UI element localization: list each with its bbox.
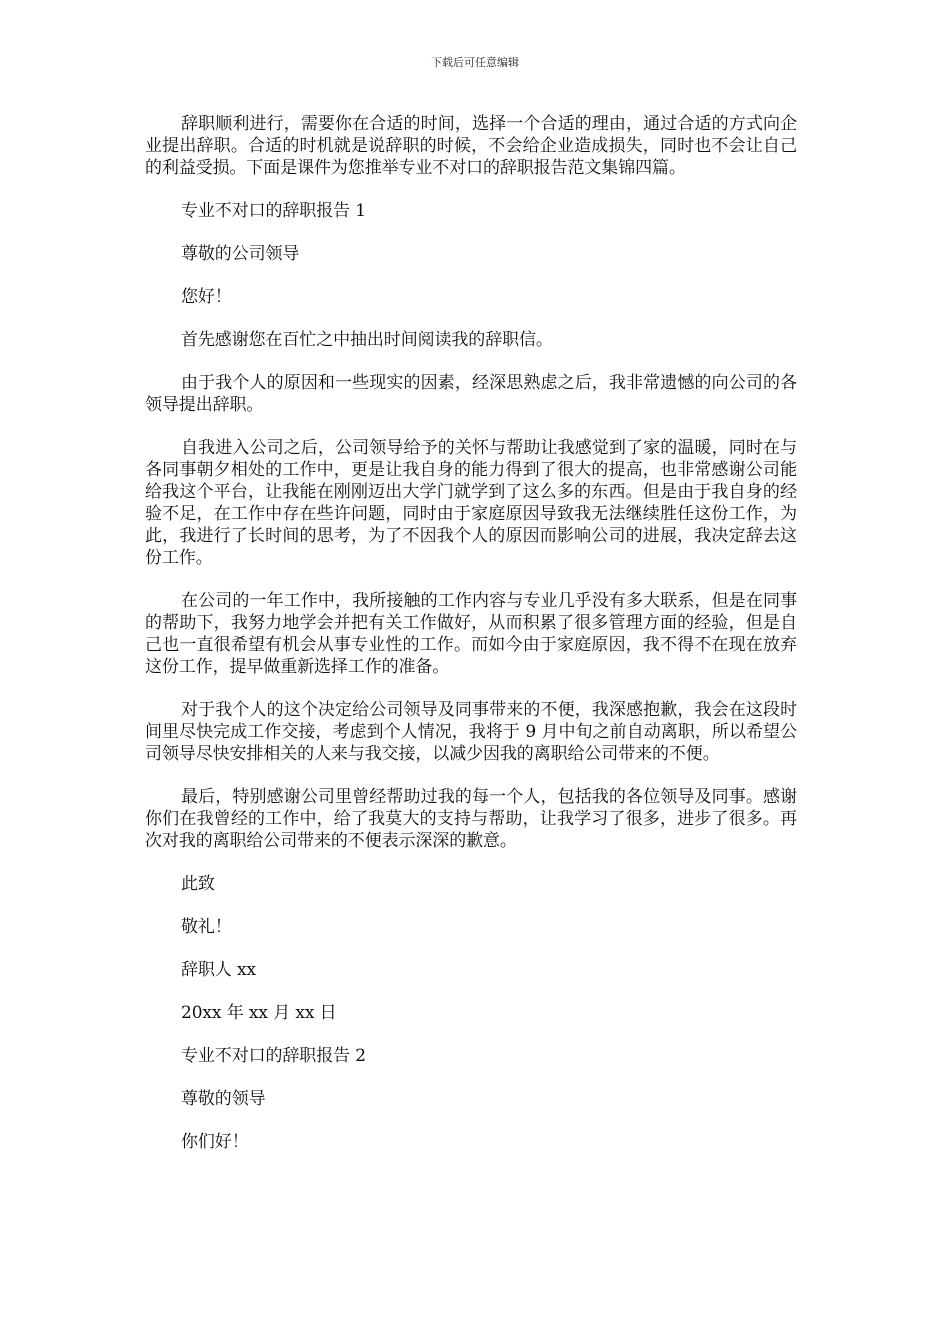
body-paragraph: 首先感谢您在百忙之中抽出时间阅读我的辞职信。 — [181, 330, 553, 350]
body-paragraph: 最后，特别感谢公司里曾经帮助过我的每一个人，包括我的各位领导及同事。感谢你们在我曾经的工作中，给了我莫大的支持与帮助，让我学习了很多，进步了很多。再次对我的离职给公司带来的不便表示深深的歉意。 — [145, 787, 797, 851]
salutation: 尊敬的领导 — [181, 1089, 266, 1109]
closing-line: 此致 — [181, 874, 215, 894]
page-header-note: 下载后可任意编辑 — [431, 56, 519, 69]
intro-paragraph: 辞职顺利进行，需要你在合适的时间，选择一个合适的理由，通过合适的方式向企业提出辞职。合适的时机就是说辞职的时候，不会给企业造成损失，同时也不会让自己的利益受损。下面是课件为您推举专业不对口的辞职报告范文集锦四篇。 — [145, 114, 797, 178]
body-paragraph: 自我进入公司之后，公司领导给予的关怀与帮助让我感觉到了家的温暖，同时在与各同事朝夕相处的工作中，更是让我自身的能力得到了很大的提高，也非常感谢公司能给我这个平台，让我能在刚刚迈出大学门就学到了这么多的东西。但是由于我自身的经验不足，在工作中存在些许问题，同时由于家庭原因导致我无法继续胜任这份工作，为此，我进行了长时间的思考，为了不因我个人的原因而影响公司的进展，我决定辞去这份工作。 — [145, 438, 797, 568]
greeting: 您好！ — [181, 287, 232, 307]
salutation: 尊敬的公司领导 — [181, 244, 300, 264]
body-paragraph: 对于我个人的这个决定给公司领导及同事带来的不便，我深感抱歉，我会在这段时间里尽快完成工作交接，考虑到个人情况，我将于 9 月中旬之前自动离职，所以希望公司领导尽快安排相关的人来与我交接，以减少因我的离职给公司带来的不便。 — [145, 700, 797, 764]
date-line: 20xx 年 xx 月 xx 日 — [181, 1003, 337, 1023]
report-1-title: 专业不对口的辞职报告 1 — [181, 201, 367, 221]
body-paragraph: 在公司的一年工作中，我所接触的工作内容与专业几乎没有多大联系，但是在同事的帮助下，我努力地学会并把有关工作做好，从而积累了很多管理方面的经验，但是自己也一直很希望有机会从事专业性的工作。而如今由于家庭原因，我不得不在现在放弃这份工作，提早做重新选择工作的准备。 — [145, 591, 797, 677]
report-2-title: 专业不对口的辞职报告 2 — [181, 1046, 367, 1066]
greeting: 你们好！ — [181, 1132, 249, 1152]
signature: 辞职人 xx — [181, 960, 256, 980]
closing-salute: 敬礼！ — [181, 917, 232, 937]
document-body — [145, 113, 797, 1174]
body-paragraph: 由于我个人的原因和一些现实的因素，经深思熟虑之后，我非常遗憾的向公司的各领导提出辞职。 — [145, 373, 797, 415]
